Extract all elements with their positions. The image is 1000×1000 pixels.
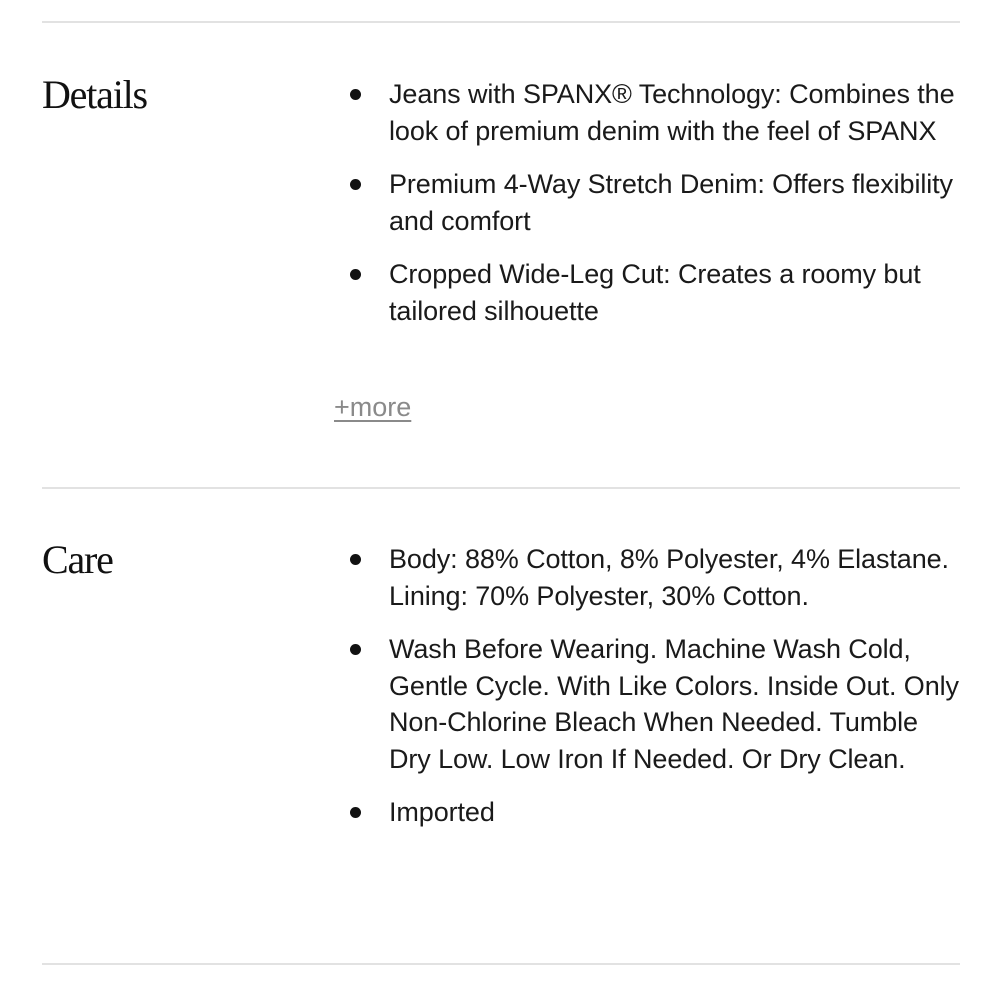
bullet-icon	[350, 807, 361, 818]
care-title: Care	[42, 537, 113, 582]
bullet-icon	[350, 269, 361, 280]
top-divider	[42, 21, 960, 23]
details-list	[346, 76, 966, 346]
care-item-text: Body: 88% Cotton, 8% Polyester, 4% Elastane. Lining: 70% Polyester, 30% Cotton.	[389, 544, 949, 611]
care-item-text: Imported	[389, 797, 495, 827]
details-title: Details	[42, 72, 147, 117]
details-item	[346, 76, 966, 149]
bullet-icon	[350, 179, 361, 190]
details-item-text: Jeans with SPANX® Technology: Combines the look of premium denim with the feel of SPANX	[389, 79, 955, 146]
bottom-divider	[42, 963, 960, 965]
care-item	[346, 794, 966, 831]
care-item	[346, 541, 966, 614]
details-item-text: Cropped Wide-Leg Cut: Creates a roomy but tailored silhouette	[389, 259, 921, 326]
details-item-text: Premium 4-Way Stretch Denim: Offers flexibility and comfort	[389, 169, 953, 236]
middle-divider	[42, 487, 960, 489]
bullet-icon	[350, 554, 361, 565]
bullet-icon	[350, 644, 361, 655]
care-item	[346, 631, 966, 777]
details-item	[346, 256, 966, 329]
care-item-text: Wash Before Wearing. Machine Wash Cold, Gentle Cycle. With Like Colors. Inside Out. Only Non-Chlorine Bleach When Needed. Tumble Dry Low. Low Iron If Needed. Or Dry Clean.	[389, 634, 959, 774]
care-list	[346, 541, 966, 848]
more-details-link[interactable]: +more	[334, 392, 412, 422]
bullet-icon	[350, 89, 361, 100]
details-item	[346, 166, 966, 239]
